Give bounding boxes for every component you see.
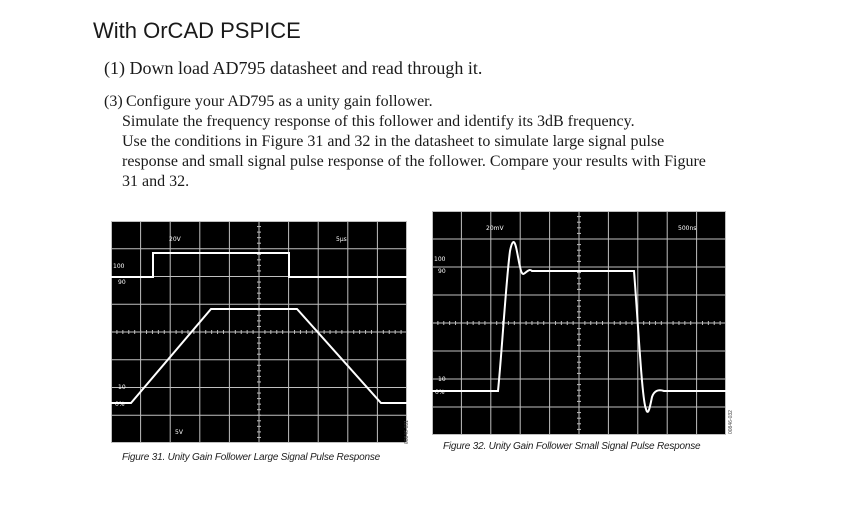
- figure32-code: 00846-032: [728, 410, 734, 434]
- figure31-code: 00846-031: [404, 420, 410, 444]
- figure31-grid: [111, 221, 407, 443]
- figure32-caption: Figure 32. Unity Gain Follower Small Signal Pulse Response: [443, 441, 701, 452]
- figure31-level-10: 10: [118, 384, 126, 391]
- item3-line-1: Configure your AD795 as a unity gain follower.: [126, 93, 433, 110]
- figure31-scope: [111, 221, 407, 443]
- figure32-level-0: 0%: [435, 389, 445, 396]
- figure31-level-100: 100: [113, 263, 125, 270]
- figure31-level-90: 90: [118, 279, 126, 286]
- figure32-scope-svg: [432, 211, 726, 435]
- figure32-level-90: 90: [438, 268, 446, 275]
- figure32-scope: [432, 211, 726, 435]
- figure31-tdiv-label: 5µs: [336, 236, 347, 243]
- figure31-level-0: 0%: [115, 401, 125, 408]
- instruction-item-3: [104, 92, 706, 192]
- figure31-scope-svg: [111, 221, 407, 443]
- figure32-level-10: 10: [438, 376, 446, 383]
- page-heading: With OrCAD PSPICE: [93, 18, 301, 43]
- instruction-item-1: (1) Down load AD795 datasheet and read through it.: [104, 58, 483, 78]
- item3-line-4: response and small signal pulse response of the follower. Compare your results with Figure: [122, 153, 706, 170]
- figure31-caption: Figure 31. Unity Gain Follower Large Signal Pulse Response: [122, 452, 380, 463]
- item-number: (3): [104, 93, 123, 110]
- figure31-bottom-label: 5V: [175, 429, 183, 436]
- figure32-grid: [432, 211, 726, 435]
- item3-line-2: Simulate the frequency response of this follower and identify its 3dB frequency.: [122, 113, 635, 130]
- figure31-vdiv-label: 20V: [169, 236, 181, 243]
- figure32-vdiv-label: 20mV: [486, 225, 504, 232]
- figure32-level-100: 100: [434, 256, 446, 263]
- figure32-tdiv-label: 500ns: [678, 225, 697, 232]
- item3-line-3: Use the conditions in Figure 31 and 32 in the datasheet to simulate large signal pulse: [122, 133, 665, 150]
- item3-line-5: 31 and 32.: [122, 173, 190, 190]
